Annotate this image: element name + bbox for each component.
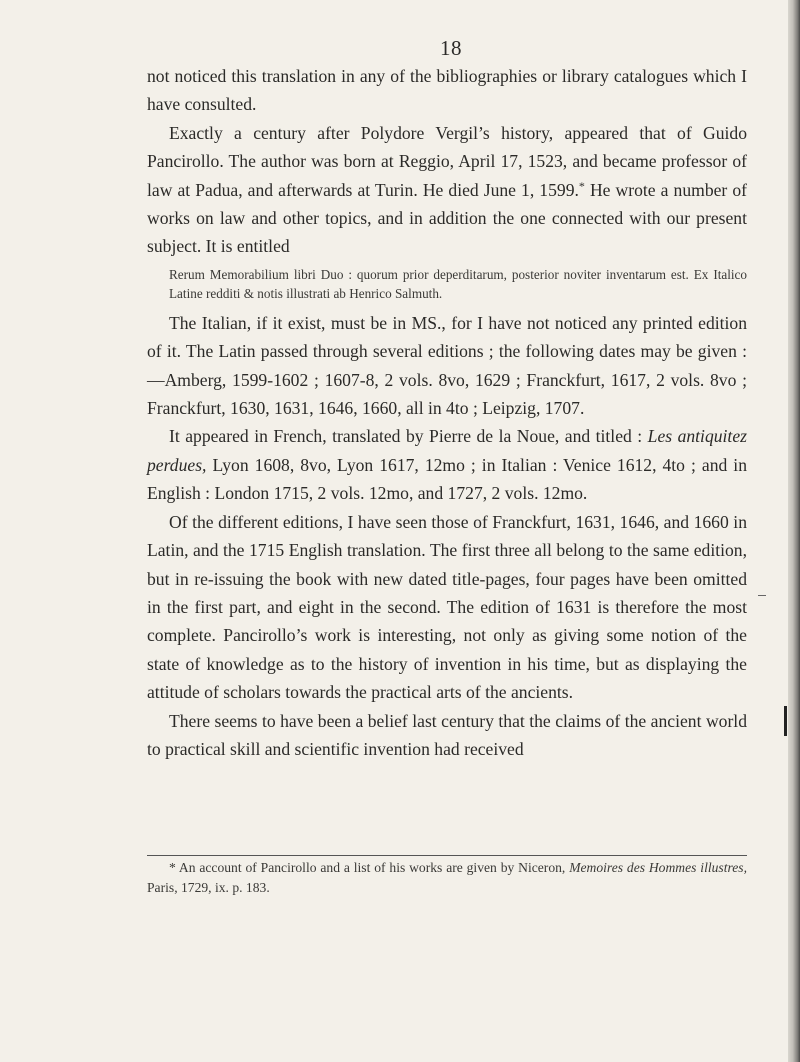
footnote-after: Paris, 1729, ix. p. 183. bbox=[147, 880, 270, 895]
paragraph-french bbox=[147, 422, 747, 507]
paragraph-last: There seems to have been a belief last century that the claims of the ancient world to practical skill and scientific invention had received bbox=[147, 710, 747, 759]
page-number: 18 bbox=[440, 36, 462, 60]
footnote-reference: * bbox=[578, 178, 585, 193]
quote-rest: inventarum est. Ex Italico Latine redditi & notis illustrati ab Henrico Salmuth. bbox=[169, 266, 747, 301]
paragraph-pancirollo bbox=[147, 119, 747, 261]
paragraph-continuation: not noticed this translation in any of the bibliographies or library catalogues which I have consulted. bbox=[147, 66, 747, 115]
paragraph-french-after: Lyon 1608, 8vo, Lyon 1617, 12mo ; in Italian : Venice 1612, 4to ; and in English : London 1715, 2 vols. 12mo, and 1727, 2 vols. 12mo. bbox=[147, 454, 747, 504]
paragraph-pancirollo-text-2: He wrote a number of works on law and other topics, and in addition the one connected with our present subject. It is entitled bbox=[147, 179, 747, 257]
footnote-divider bbox=[147, 855, 747, 856]
footnote-before: * An account of Pancirollo and a list of his works are given by Niceron, bbox=[169, 860, 566, 875]
page-edge-shadow bbox=[788, 0, 800, 1062]
edge-bookmark bbox=[784, 706, 787, 736]
footnote-text bbox=[147, 858, 747, 898]
french-title-italic: Les antiquitez perdues, bbox=[147, 426, 747, 475]
page-body bbox=[147, 62, 747, 763]
paragraph-italian: The Italian, if it exist, must be in MS., for I have not noticed any printed edition of it. The Latin passed through several editions ; the following dates may be given :—Amberg, 1599-1602 ; 1607-8, 2 vols. 8vo, 1629 ; Franckfurt, 1617, 2 vols. 8vo ; Franckfurt, 1630, 1631, 1646, 1660, all in 4to ; Leipzig, 1707. bbox=[147, 312, 747, 419]
footnote-italic: Memoires des Hommes illustres, bbox=[569, 860, 747, 875]
paragraph-french-before: It appeared in French, translated by Pierre de la Noue, and titled : bbox=[169, 426, 643, 447]
margin-mark bbox=[758, 595, 766, 596]
footnote bbox=[147, 858, 747, 898]
paragraph-editions: Of the different editions, I have seen those of Franckfurt, 1631, 1646, and 1660 in Latin, and the 1715 English translation. The first three all belong to the same edition, but in re-issuing the book with new dated title-pages, four pages have been omitted in the first part, and eight in the second. The edition of 1631 is therefore the most complete. Pancirollo’s work is interesting, not only as giving some notion of the state of knowledge as to the history of invention in his time, but as displaying the attitude of scholars towards the practical arts of the ancients. bbox=[147, 511, 747, 703]
paragraph-pancirollo-text: Exactly a century after Polydore Vergil’s history, appeared that of Guido Pancirollo. The author was born at Reggio, April 17, 1523, and became professor of law at Padua, and afterwards at Turin. He died June 1, 1599. bbox=[147, 122, 747, 200]
quote-line-1: Rerum Memorabilium libri Duo : quorum prior deperditarum, posterior noviter bbox=[169, 266, 602, 282]
latin-title-quote bbox=[169, 265, 747, 303]
